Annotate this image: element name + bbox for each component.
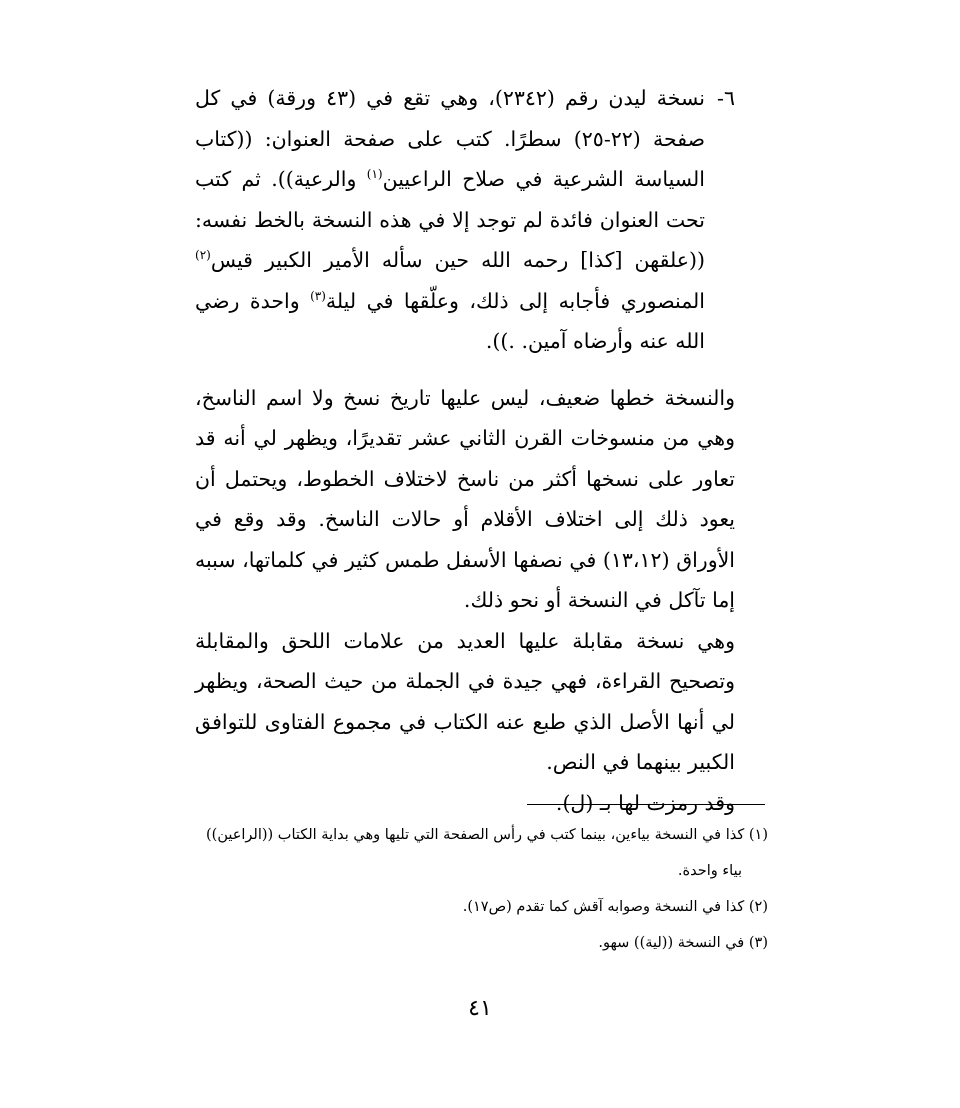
item-number: ٦- (717, 86, 735, 110)
footnote-text: في النسخة ((لية)) سهو. (598, 935, 745, 951)
footnote-3 (188, 925, 768, 961)
main-text (195, 78, 735, 823)
manuscript-item-6 (195, 78, 735, 362)
footnotes (188, 817, 768, 961)
footnote-1 (188, 817, 768, 853)
item-text-a: نسخة ليدن رقم (٢٣٤٢)، وهي تقع في (٤٣ ورقة) في كل صفحة (٢٢-٢٥) سطرًا. كتب على صفحة العنوان: ((كتاب السياسة الشرعية في صلاح الراعيين (195, 86, 706, 191)
footnote-1-continuation: بياء واحدة. (677, 863, 742, 879)
paragraph-symbol: وقد رمزت لها بـ (ل). (555, 790, 735, 815)
item-text-c: المنصوري فأجابه إلى ذلك، وعلّقها في ليلة (325, 288, 705, 313)
paragraph-description: والنسخة خطها ضعيف، ليس عليها تاريخ نسخ ولا اسم الناسخ، وهي من منسوخات القرن الثاني عشر تقديرًا، ويظهر لي أنه قد تعاور على نسخها أكثر من ناسخ لاختلاف الخطوط، ويحتمل أن يعود ذلك إلى اختلاف الأقلام أو حالات الناسخ. وقد وقع في الأوراق (١٣،١٢) في نصفها الأسفل طمس كثير في كلماتها، سببه إما تآكل في النسخة أو نحو ذلك. (195, 385, 735, 612)
footnote-ref-1[interactable]: (١) (366, 167, 383, 182)
footnote-ref-3[interactable]: (٣) (310, 288, 326, 303)
footnote-separator (527, 804, 765, 805)
paragraph-quality: وهي نسخة مقابلة عليها العديد من علامات اللحق والمقابلة وتصحيح القراءة، فهي جيدة في الجملة من حيث الصحة، ويظهر لي أنها الأصل الذي طبع عنه الكتاب في مجموع الفتاوى للتوافق الكبير بينهما في النص. (195, 628, 735, 774)
footnote-text: كذا في النسخة وصوابه آقش كما تقدم (ص١٧). (462, 899, 745, 915)
footnote-number: (٢) (748, 899, 768, 915)
footnote-ref-2[interactable]: (٢) (195, 248, 211, 263)
item-text-b: والرعية)). ثم كتب تحت العنوان فائدة لم توجد إلا في هذه النسخة بالخط نفسه: ((علقهن [كذا] رحمه الله حين سأله الأمير الكبير قيس (195, 167, 705, 272)
footnote-number: (١) (748, 827, 768, 843)
footnote-2 (188, 889, 768, 925)
page-number: ٤١ (468, 996, 492, 1021)
footnote-text: كذا في النسخة بياءين، بينما كتب في رأس الصفحة التي تليها وهي بداية الكتاب ((الراعين)) (206, 827, 745, 843)
item-text-d: واحدة رضي الله عنه وأرضاه آمين. .)). (195, 288, 705, 353)
footnote-number: (٣) (748, 935, 768, 951)
